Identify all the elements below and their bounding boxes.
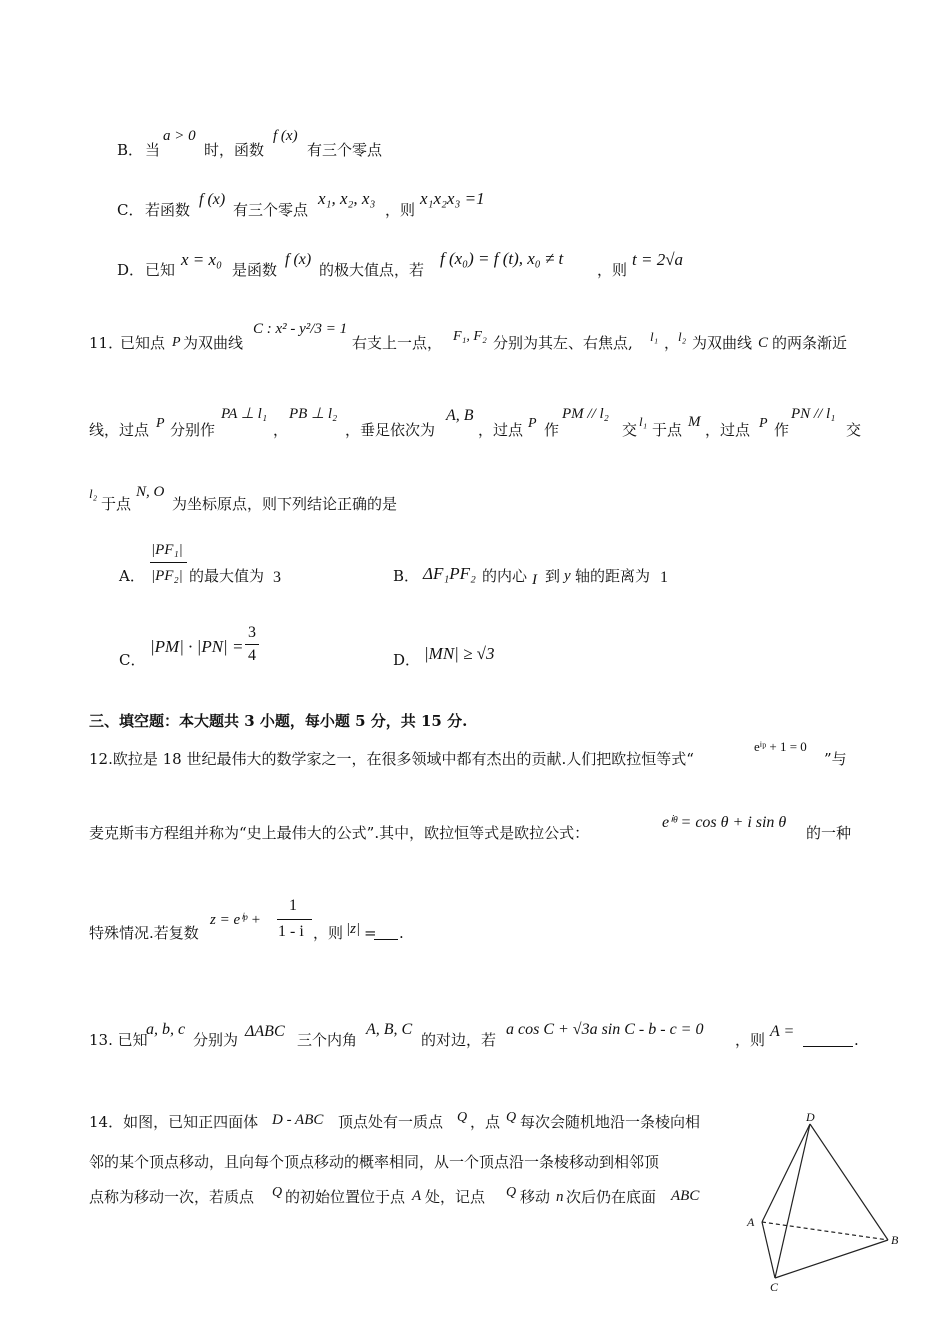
q10-c-text3: ，则 bbox=[385, 201, 416, 219]
q12-text: 特殊情况.若复数 bbox=[89, 924, 199, 942]
q11-math: l₂ bbox=[678, 329, 687, 344]
q11-a-value: 3 bbox=[273, 569, 281, 586]
q11-b-text: 轴的距离为 bbox=[575, 567, 651, 585]
q13-text: . bbox=[854, 1031, 859, 1049]
q11-hyperbola-equation: C : x² - y²/3 = 1 bbox=[253, 321, 348, 337]
q14-text: 邻的某个顶点移动，且向每个顶点移动的概率相同，从一个顶点沿一条棱移动到相邻顶 bbox=[89, 1153, 660, 1171]
q11-a-denominator: |PF₂| bbox=[151, 568, 183, 584]
edge-da bbox=[762, 1124, 810, 1222]
q12-text: 麦克斯韦方程组并称为“史上最伟大的公式”.其中，欧拉恒等式是欧拉公式： bbox=[89, 824, 590, 842]
q14-text: 14．如图，已知正四面体 bbox=[89, 1113, 259, 1131]
edge-dc bbox=[775, 1124, 810, 1278]
q10-c-text1: 若函数 bbox=[145, 201, 191, 219]
q11-number: 11． bbox=[89, 334, 124, 352]
fraction-bar bbox=[150, 562, 187, 563]
vertex-label-b: B bbox=[891, 1233, 899, 1247]
q11-c-denominator: 4 bbox=[248, 647, 256, 664]
q11-b-math: I bbox=[532, 572, 537, 588]
q13-text: 13. 已知 bbox=[89, 1031, 148, 1049]
fraction-bar bbox=[277, 919, 312, 920]
q14-text: 每次会随机地沿一条棱向相 bbox=[520, 1113, 701, 1131]
q11-d-label: D． bbox=[393, 651, 421, 669]
q11-b-text: 到 bbox=[545, 567, 561, 585]
q11-a-text: 的最大值为 bbox=[189, 567, 265, 585]
q11-text: ，过点 bbox=[705, 421, 751, 439]
q11-c-label: C． bbox=[119, 651, 146, 669]
q10-d-text3: 的极大值点，若 bbox=[319, 261, 425, 279]
q12-text: ”与 bbox=[824, 750, 847, 768]
q13-text: 的对边，若 bbox=[421, 1031, 497, 1049]
q12-euler-formula: eⁱᶿ = cos θ + i sin θ bbox=[662, 814, 787, 831]
q11-text: 于点 bbox=[652, 421, 683, 439]
q10-d-label: D． bbox=[117, 261, 145, 279]
q11-text: 为双曲线 bbox=[692, 334, 753, 352]
q11-c-math: |PM| · |PN| = bbox=[150, 637, 244, 656]
q11-math: PB ⊥ l₂ bbox=[289, 406, 338, 422]
q10-c-text2: 有三个零点 bbox=[233, 201, 309, 219]
q11-text: 于点 bbox=[101, 495, 132, 513]
q10-d-text4: ，则 bbox=[597, 261, 628, 279]
q10-c-label: C． bbox=[117, 201, 144, 219]
q13-math: ΔABC bbox=[245, 1023, 285, 1040]
q11-b-label: B． bbox=[393, 567, 420, 585]
q10-d-text2: 是函数 bbox=[232, 261, 278, 279]
q11-math: PN // l₁ bbox=[791, 406, 836, 422]
q11-math: l₁ bbox=[639, 414, 648, 429]
q11-text: ，过点 bbox=[478, 421, 524, 439]
q11-text: 分别作 bbox=[170, 421, 216, 439]
q14-text: 次后仍在底面 bbox=[566, 1188, 657, 1206]
q14-math: ABC bbox=[671, 1188, 700, 1204]
q11-b-math: y bbox=[564, 568, 571, 584]
q11-math: l₂ bbox=[89, 486, 98, 501]
q12-text: ，则 bbox=[313, 924, 344, 942]
q11-text: 交 bbox=[622, 421, 638, 439]
q10-b-label: B． bbox=[117, 141, 144, 159]
q11-math: PA ⊥ l₁ bbox=[221, 406, 268, 422]
q13-equation: a cos C + √3a sin C - b - c = 0 bbox=[506, 1021, 704, 1038]
q11-math: P bbox=[759, 416, 768, 431]
q11-a-numerator: |PF₁| bbox=[151, 542, 183, 558]
q14-text: 移动 bbox=[520, 1188, 551, 1206]
q14-text: 点称为移动一次，若质点 bbox=[89, 1188, 255, 1206]
fraction-bar bbox=[245, 644, 259, 645]
q11-text: 的两条渐近 bbox=[772, 334, 848, 352]
q10-b-math1: a > 0 bbox=[163, 128, 196, 144]
q12-math: z = eⁱᵖ + bbox=[210, 912, 261, 928]
q10-b-math2: f (x) bbox=[273, 128, 298, 144]
q13-math: A, B, C bbox=[366, 1021, 413, 1038]
q13-text: 三个内角 bbox=[297, 1031, 358, 1049]
q11-text: 已知点 bbox=[120, 334, 166, 352]
q11-text: 作 bbox=[774, 421, 790, 439]
q11-math: M bbox=[688, 414, 701, 430]
q14-math: A bbox=[412, 1188, 422, 1204]
q10-b-text3: 有三个零点 bbox=[307, 141, 383, 159]
vertex-label-a: A bbox=[747, 1215, 755, 1229]
q12-text: 12.欧拉是 18 世纪最伟大的数学家之一，在很多领域中都有杰出的贡献.人们把欧拉恒等式“ bbox=[89, 750, 694, 768]
q11-text: 交 bbox=[846, 421, 862, 439]
q11-b-text: 的内心 bbox=[482, 567, 528, 585]
q12-fraction-numerator: 1 bbox=[289, 897, 297, 914]
q11-math: A, B bbox=[446, 407, 474, 424]
q11-text: 右支上一点， bbox=[352, 334, 443, 352]
q10-c-math1: f (x) bbox=[199, 191, 226, 208]
q11-math: C bbox=[758, 335, 769, 351]
q11-a-label: A． bbox=[119, 567, 145, 585]
answer-blank[interactable] bbox=[803, 1032, 853, 1047]
q11-math: N, O bbox=[136, 484, 165, 500]
q12-math: |z| bbox=[346, 921, 361, 937]
edge-ac bbox=[762, 1222, 775, 1278]
q14-math: Q bbox=[272, 1185, 283, 1200]
q11-d-math: |MN| ≥ √3 bbox=[424, 644, 495, 663]
q14-math: Q bbox=[506, 1185, 517, 1200]
section-heading: 三、填空题：本大题共 3 小题，每小题 5 分，共 15 分. bbox=[89, 712, 468, 730]
q13-text: 分别为 bbox=[193, 1031, 239, 1049]
q14-text: 顶点处有一质点 bbox=[338, 1113, 444, 1131]
q14-math: D - ABC bbox=[272, 1112, 324, 1128]
q12-text: = bbox=[364, 924, 377, 942]
q11-math: P bbox=[172, 335, 181, 350]
q11-c-numerator: 3 bbox=[248, 624, 256, 641]
q10-d-math3: f (x₀) = f (t), x₀ ≠ t bbox=[440, 249, 564, 268]
q11-text: 为坐标原点，则下列结论正确的是 bbox=[172, 495, 398, 513]
q11-math: P bbox=[528, 416, 537, 431]
q13-math: a, b, c bbox=[146, 1021, 186, 1038]
q11-text: 为双曲线 bbox=[183, 334, 244, 352]
tetrahedron-figure bbox=[740, 1112, 910, 1297]
q12-text: 的一种 bbox=[806, 824, 852, 842]
q14-text: 的初始位置位于点 bbox=[285, 1188, 406, 1206]
q10-b-text2: 时，函数 bbox=[204, 141, 265, 159]
q14-text: ，点 bbox=[470, 1113, 501, 1131]
q10-b-text1: 当 bbox=[145, 141, 161, 159]
q10-d-math2: f (x) bbox=[285, 251, 312, 268]
q12-euler-identity: eⁱᵖ + 1 = 0 bbox=[754, 739, 807, 754]
q10-c-math3: x₁x₂x₃ =1 bbox=[420, 189, 485, 208]
q10-d-math4: t = 2√a bbox=[632, 250, 684, 269]
q13-math: A = bbox=[770, 1023, 795, 1040]
q11-b-value: 1 bbox=[660, 569, 668, 586]
edge-cb bbox=[775, 1240, 888, 1278]
q14-math: Q bbox=[506, 1110, 517, 1125]
q11-text: 线，过点 bbox=[89, 421, 150, 439]
q12-text: . bbox=[399, 924, 404, 942]
q11-text: 分别为其左、右焦点, bbox=[493, 334, 633, 352]
q12-fraction-denominator: 1 - i bbox=[278, 923, 304, 940]
vertex-label-d: D bbox=[806, 1112, 815, 1124]
q11-math: l₁ bbox=[650, 329, 659, 344]
q14-text: 处，记点 bbox=[425, 1188, 486, 1206]
q14-math: n bbox=[556, 1189, 564, 1205]
q11-b-math: ΔF₁PF₂ bbox=[423, 564, 476, 583]
q11-text: ， bbox=[664, 334, 680, 352]
q11-text: ，垂足依次为 bbox=[345, 421, 436, 439]
q11-math: F₁, F₂ bbox=[453, 329, 487, 344]
q13-text: ，则 bbox=[735, 1031, 766, 1049]
q11-text: 作 bbox=[544, 421, 560, 439]
q11-math: P bbox=[156, 416, 165, 431]
q10-d-text1: 已知 bbox=[145, 261, 176, 279]
vertex-label-c: C bbox=[770, 1280, 779, 1294]
q11-math: PM // l₂ bbox=[562, 406, 609, 422]
q10-c-math2: x₁, x₂, x₃ bbox=[318, 189, 376, 208]
edge-db bbox=[810, 1124, 888, 1240]
edge-ab-hidden bbox=[762, 1222, 888, 1240]
answer-blank[interactable] bbox=[374, 925, 398, 940]
q10-d-math1: x = x₀ bbox=[181, 250, 222, 269]
q11-text: ， bbox=[273, 421, 289, 439]
q14-math: Q bbox=[457, 1110, 468, 1125]
